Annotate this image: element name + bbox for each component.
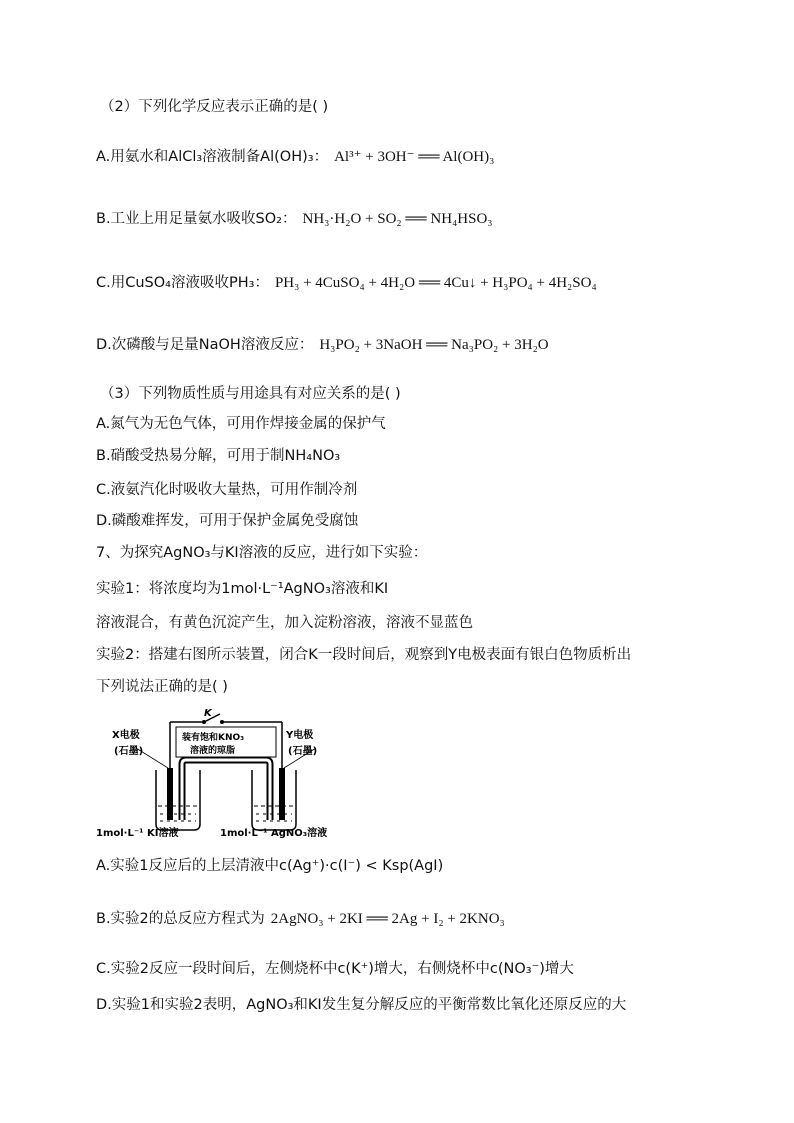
- y-electrode: [279, 768, 285, 820]
- salt-bridge-inner: [182, 760, 270, 820]
- q6-3-option-b: B.硝酸受热易分解，可用于制NH₄NO₃: [96, 448, 341, 464]
- q6-3-stem: （3）下列物质性质与用途具有对应关系的是( ): [100, 386, 401, 402]
- right-solution-label: 1mol·L⁻¹ AgNO₃溶液: [220, 828, 328, 838]
- salt-bridge-label: 溶液的琼脂: [190, 746, 236, 756]
- q6-3-option-a: A.氮气为无色气体，可用作焊接金属的保护气: [96, 416, 386, 432]
- y-electrode-label: Y电极: [286, 730, 314, 741]
- q6-2-stem: （2）下列化学反应表示正确的是( ): [100, 99, 329, 115]
- q6-2-option-a: A.用氨水和AlCl₃溶液制备Al(OH)₃： Al³⁺ + 3OH⁻ ══ Al(OH)₃: [96, 149, 495, 165]
- q7-exp1-line1: 实验1：将浓度均为1mol·L⁻¹AgNO₃溶液和KI: [96, 581, 389, 597]
- q7-option-c: C.实验2反应一段时间后，左侧烧杯中c(K⁺)增大，右侧烧杯中c(NO₃⁻)增大: [96, 961, 574, 977]
- q6-3-option-d: D.磷酸难挥发，可用于保护金属免受腐蚀: [96, 513, 359, 529]
- salt-bridge-label: 装有饱和KNO₃: [182, 733, 245, 743]
- left-solution-label: 1mol·L⁻¹ KI溶液: [96, 828, 179, 838]
- equation: NH₃·H₂O + SO₂ ══ NH₄HSO₃: [302, 211, 493, 227]
- q6-2-option-d: D.次磷酸与足量NaOH溶液反应： H₃PO₂ + 3NaOH ══ Na₃PO₂ + 3H₂O: [96, 337, 549, 353]
- q7-option-b: B.实验2的总反应方程式为 2AgNO₃ + 2KI ══ 2Ag + I₂ + 2KNO₃: [96, 911, 505, 927]
- q7-exp2: 实验2：搭建右图所示装置，闭合K一段时间后，观察到Y电极表面有银白色物质析出: [96, 647, 632, 663]
- q6-2-option-c: C.用CuSO₄溶液吸收PH₃： PH₃ + 4CuSO₄ + 4H₂O ══ 4Cu↓ + H₃PO₄ + 4H₂SO₄: [96, 275, 597, 291]
- x-pointer: [136, 748, 168, 768]
- switch-contact: [202, 720, 206, 724]
- x-electrode-label: X电极: [112, 730, 140, 741]
- q7-stem: 7、为探究AgNO₃与KI溶液的反应，进行如下实验：: [96, 545, 428, 561]
- equation: 2AgNO₃ + 2KI ══ 2Ag + I₂ + 2KNO₃: [270, 911, 505, 927]
- x-electrode: [167, 768, 173, 820]
- equation: Al³⁺ + 3OH⁻ ══ Al(OH)₃: [334, 149, 495, 165]
- y-electrode-label: (石墨): [288, 746, 318, 757]
- q7-ask: 下列说法正确的是( ): [96, 679, 228, 695]
- q6-3-option-c: C.液氨汽化时吸收大量热，可用作制冷剂: [96, 482, 358, 498]
- q7-option-d: D.实验1和实验2表明，AgNO₃和KI发生复分解反应的平衡常数比氧化还原反应的大: [96, 997, 627, 1013]
- x-electrode-label: (石墨): [114, 746, 144, 757]
- q7-option-a: A.实验1反应后的上层清液中c(Ag⁺)·c(I⁻) < Ksp(AgI): [96, 858, 444, 874]
- salt-bridge: [182, 760, 270, 820]
- switch-label: K: [204, 708, 212, 719]
- equation: PH₃ + 4CuSO₄ + 4H₂O ══ 4Cu↓ + H₃PO₄ + 4H₂SO₄: [274, 275, 597, 291]
- electrochemical-cell-figure: [96, 708, 356, 838]
- equation: H₃PO₂ + 3NaOH ══ Na₃PO₂ + 3H₂O: [319, 337, 549, 353]
- q6-2-option-b: B.工业上用足量氨水吸收SO₂： NH₃·H₂O + SO₂ ══ NH₄HSO₃: [96, 211, 493, 227]
- q7-exp1-line2: 溶液混合，有黄色沉淀产生，加入淀粉溶液，溶液不显蓝色: [96, 615, 473, 631]
